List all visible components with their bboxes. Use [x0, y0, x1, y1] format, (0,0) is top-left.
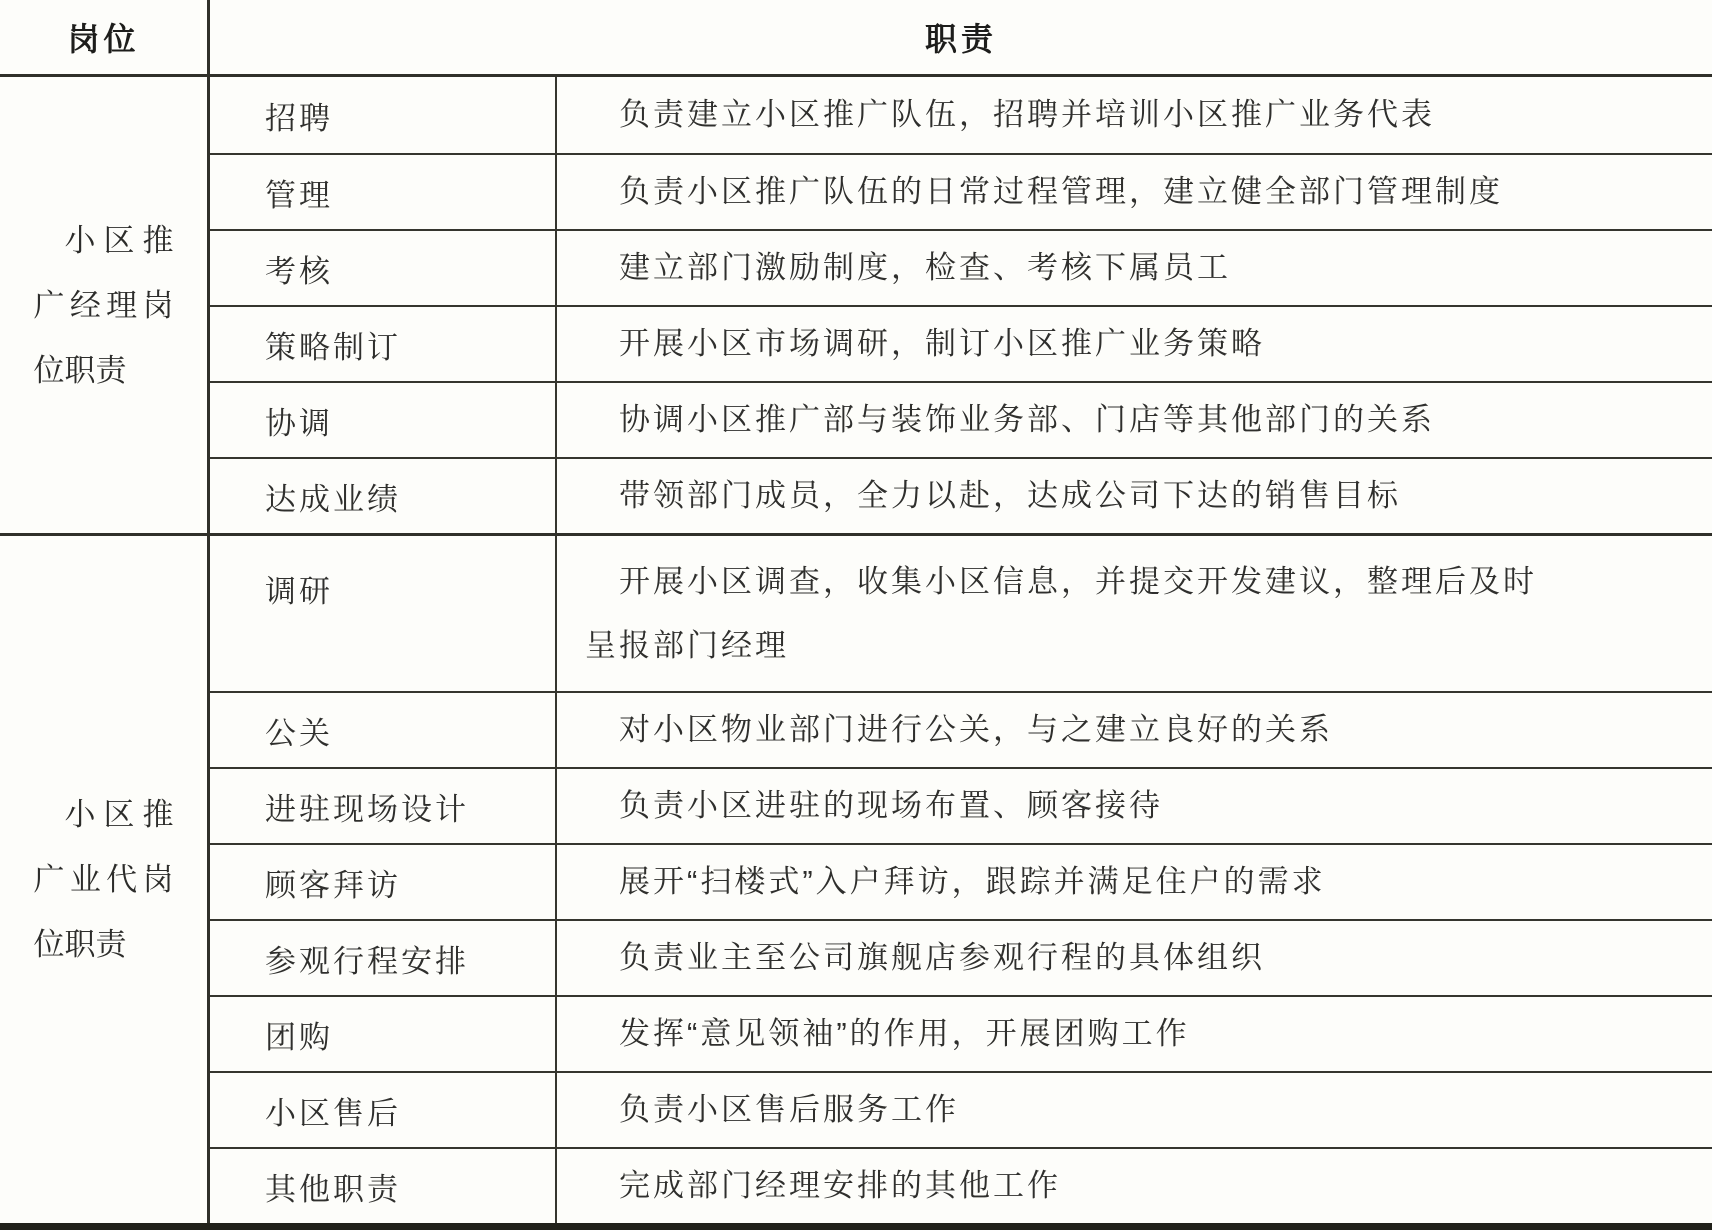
duty-cell — [557, 1149, 1712, 1223]
duty-cell — [557, 307, 1712, 381]
category-label: 团购 — [265, 1019, 333, 1055]
position-cell — [0, 77, 210, 533]
duty-rows — [210, 77, 1712, 533]
duty-text: 负责小区进驻的现场布置、顾客接待 — [619, 788, 1163, 823]
category-label: 进驻现场设计 — [265, 791, 469, 827]
table-row — [210, 995, 1712, 1071]
duty-text: 完成部门经理安排的其他工作 — [619, 1168, 1061, 1203]
category-label: 小区售后 — [265, 1095, 401, 1131]
category-cell — [210, 77, 557, 153]
category-cell — [210, 1073, 557, 1147]
duty-text: 对小区物业部门进行公关，与之建立良好的关系 — [619, 712, 1333, 747]
category-cell — [210, 155, 557, 229]
section — [0, 77, 1712, 533]
duty-cell — [557, 383, 1712, 457]
duty-text: 发挥“意见领袖”的作用，开展团购工作 — [619, 1016, 1190, 1051]
section — [0, 533, 1712, 1223]
duty-header-cell — [210, 0, 1712, 74]
position-label: 小区推广业代岗位职责 — [33, 797, 174, 962]
table-header-row — [0, 0, 1712, 77]
category-label: 公关 — [265, 715, 333, 751]
position-label: 小区推广经理岗位职责 — [33, 222, 174, 388]
table-row — [210, 1071, 1712, 1147]
table-row — [210, 1147, 1712, 1223]
table-row — [210, 691, 1712, 767]
table-row — [210, 381, 1712, 457]
duty-text: 负责建立小区推广队伍，招聘并培训小区推广业务代表 — [619, 97, 1435, 132]
duty-text: 负责小区售后服务工作 — [619, 1092, 959, 1127]
category-label: 考核 — [265, 253, 333, 289]
duty-cell — [557, 921, 1712, 995]
table-row — [210, 767, 1712, 843]
table-row — [210, 229, 1712, 305]
position-header-cell — [0, 0, 210, 74]
category-cell — [210, 383, 557, 457]
position-header-label: 岗位 — [67, 21, 140, 57]
category-label: 管理 — [265, 177, 333, 213]
duty-cell — [557, 997, 1712, 1071]
table-row — [210, 77, 1712, 153]
category-label: 参观行程安排 — [265, 943, 469, 979]
category-cell — [210, 997, 557, 1071]
duty-text: 负责业主至公司旗舰店参观行程的具体组织 — [619, 940, 1265, 975]
duty-text: 开展小区调查，收集小区信息，并提交开发建议，整理后及时呈报部门经理 — [585, 563, 1537, 663]
duty-cell — [557, 231, 1712, 305]
category-label: 调研 — [265, 574, 333, 609]
position-cell — [0, 536, 210, 1223]
duty-cell — [557, 155, 1712, 229]
duty-text: 展开“扫楼式”入户拜访，跟踪并满足住户的需求 — [619, 864, 1326, 899]
category-cell — [210, 231, 557, 305]
category-cell — [210, 693, 557, 767]
category-cell — [210, 1149, 557, 1223]
table-body — [0, 77, 1712, 1223]
category-label: 策略制订 — [265, 329, 401, 365]
table-row — [210, 305, 1712, 381]
category-label: 顾客拜访 — [265, 867, 401, 903]
table-row — [210, 536, 1712, 691]
category-label: 协调 — [265, 405, 333, 441]
category-cell — [210, 459, 557, 533]
duty-text: 建立部门激励制度，检查、考核下属员工 — [619, 250, 1231, 285]
duty-text: 负责小区推广队伍的日常过程管理，建立健全部门管理制度 — [619, 174, 1503, 209]
table-row — [210, 919, 1712, 995]
duty-header-label: 职责 — [924, 21, 997, 57]
duty-cell — [557, 459, 1712, 533]
duty-text: 协调小区推广部与装饰业务部、门店等其他部门的关系 — [619, 402, 1435, 437]
duty-text: 开展小区市场调研，制订小区推广业务策略 — [619, 326, 1265, 361]
duty-cell — [557, 1073, 1712, 1147]
category-cell — [210, 536, 557, 691]
category-cell — [210, 845, 557, 919]
duty-text: 带领部门成员，全力以赴，达成公司下达的销售目标 — [619, 478, 1401, 513]
category-cell — [210, 307, 557, 381]
category-label: 招聘 — [265, 100, 333, 136]
duty-cell — [557, 77, 1712, 153]
duty-cell — [557, 769, 1712, 843]
category-cell — [210, 769, 557, 843]
duty-cell — [557, 536, 1712, 691]
table-row — [210, 843, 1712, 919]
category-label: 达成业绩 — [265, 481, 401, 517]
table-row — [210, 153, 1712, 229]
duty-rows — [210, 536, 1712, 1223]
category-cell — [210, 921, 557, 995]
category-label: 其他职责 — [265, 1171, 401, 1207]
duty-cell — [557, 693, 1712, 767]
table-row — [210, 457, 1712, 533]
duty-cell — [557, 845, 1712, 919]
